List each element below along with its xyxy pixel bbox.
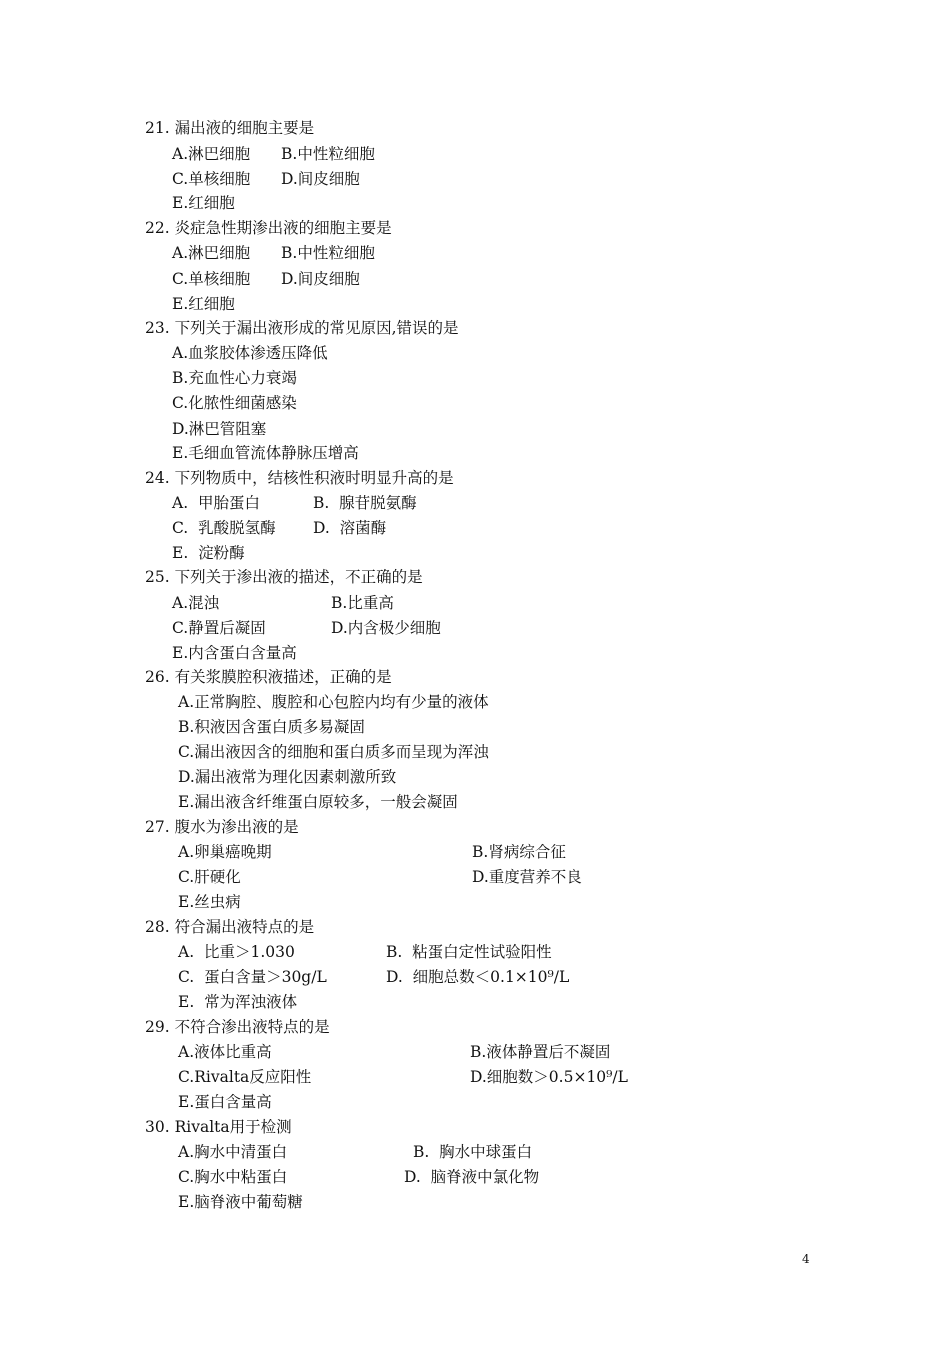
question-25-stem: 25. 下列关于渗出液的描述，不正确的是 — [145, 568, 423, 586]
question-29-option-b: B.液体静置后不凝固 — [470, 1043, 611, 1061]
question-22-option-b: B.中性粒细胞 — [281, 244, 375, 262]
question-21-option-a: A.淋巴细胞 — [172, 145, 251, 163]
question-26-option-b: B.积液因含蛋白质多易凝固 — [178, 718, 365, 736]
question-24-option-c: C. 乳酸脱氢酶 — [172, 519, 276, 537]
question-26-option-e: E.漏出液含纤维蛋白原较多，一般会凝固 — [178, 793, 458, 811]
question-22-stem: 22. 炎症急性期渗出液的细胞主要是 — [145, 219, 392, 237]
question-25-option-c: C.静置后凝固 — [172, 619, 266, 637]
question-28-option-b: B. 粘蛋白定性试验阳性 — [386, 943, 552, 961]
question-22-option-a: A.淋巴细胞 — [172, 244, 251, 262]
question-29-option-c: C.Rivalta反应阳性 — [178, 1068, 312, 1086]
question-25-option-e: E.内含蛋白含量高 — [172, 644, 297, 662]
question-26-option-d: D.漏出液常为理化因素刺激所致 — [178, 768, 397, 786]
question-25-option-b: B.比重高 — [331, 594, 394, 612]
question-25-option-d: D.内含极少细胞 — [331, 619, 441, 637]
question-28-option-d: D. 细胞总数＜0.1×10⁹/L — [386, 968, 570, 986]
question-21-option-d: D.间皮细胞 — [281, 170, 360, 188]
question-27-option-d: D.重度营养不良 — [472, 868, 582, 886]
question-24-option-b: B. 腺苷脱氨酶 — [313, 494, 417, 512]
question-26-option-a: A.正常胸腔、腹腔和心包腔内均有少量的液体 — [178, 693, 489, 711]
question-23-stem: 23. 下列关于漏出液形成的常见原因,错误的是 — [145, 319, 459, 337]
question-23-option-c: C.化脓性细菌感染 — [172, 394, 297, 412]
question-22-option-e: E.红细胞 — [172, 295, 235, 313]
question-30-option-c: C.胸水中粘蛋白 — [178, 1168, 288, 1186]
question-30-option-b: B. 胸水中球蛋白 — [413, 1143, 533, 1161]
question-29-stem: 29. 不符合渗出液特点的是 — [145, 1018, 330, 1036]
question-29-option-e: E.蛋白含量高 — [178, 1093, 272, 1111]
question-27-option-a: A.卵巢癌晚期 — [178, 843, 272, 861]
question-27-stem: 27. 腹水为渗出液的是 — [145, 818, 299, 836]
question-30-option-d: D. 脑脊液中氯化物 — [404, 1168, 540, 1186]
question-27-option-c: C.肝硬化 — [178, 868, 241, 886]
question-26-option-c: C.漏出液因含的细胞和蛋白质多而呈现为浑浊 — [178, 743, 489, 761]
question-22-option-c: C.单核细胞 — [172, 270, 251, 288]
question-25-option-a: A.混浊 — [172, 594, 220, 612]
question-24-stem: 24. 下列物质中，结核性积液时明显升高的是 — [145, 469, 454, 487]
question-28-stem: 28. 符合漏出液特点的是 — [145, 918, 315, 936]
question-28-option-e: E. 常为浑浊液体 — [178, 993, 298, 1011]
question-21-option-e: E.红细胞 — [172, 194, 235, 212]
question-23-option-b: B.充血性心力衰竭 — [172, 369, 297, 387]
question-27-option-b: B.肾病综合征 — [472, 843, 566, 861]
question-23-option-d: D.淋巴管阻塞 — [172, 420, 267, 438]
question-22-option-d: D.间皮细胞 — [281, 270, 360, 288]
question-30-option-a: A.胸水中清蛋白 — [178, 1143, 288, 1161]
question-21-option-c: C.单核细胞 — [172, 170, 251, 188]
question-24-option-e: E. 淀粉酶 — [172, 544, 245, 562]
question-30-stem: 30. Rivalta用于检测 — [145, 1118, 292, 1136]
question-21-option-b: B.中性粒细胞 — [281, 145, 375, 163]
question-21-stem: 21. 漏出液的细胞主要是 — [145, 119, 315, 137]
question-29-option-a: A.液体比重高 — [178, 1043, 272, 1061]
question-26-stem: 26. 有关浆膜腔积液描述，正确的是 — [145, 668, 392, 686]
question-30-option-e: E.脑脊液中葡萄糖 — [178, 1193, 303, 1211]
question-28-option-c: C. 蛋白含量＞30g/L — [178, 968, 327, 986]
question-23-option-a: A.血浆胶体渗透压降低 — [172, 344, 328, 362]
page-number: 4 — [802, 1252, 810, 1266]
question-29-option-d: D.细胞数＞0.5×10⁹/L — [470, 1068, 628, 1086]
question-28-option-a: A. 比重＞1.030 — [178, 943, 295, 961]
question-23-option-e: E.毛细血管流体静脉压增高 — [172, 444, 359, 462]
question-24-option-a: A. 甲胎蛋白 — [172, 494, 260, 512]
question-27-option-e: E.丝虫病 — [178, 893, 241, 911]
question-24-option-d: D. 溶菌酶 — [313, 519, 387, 537]
